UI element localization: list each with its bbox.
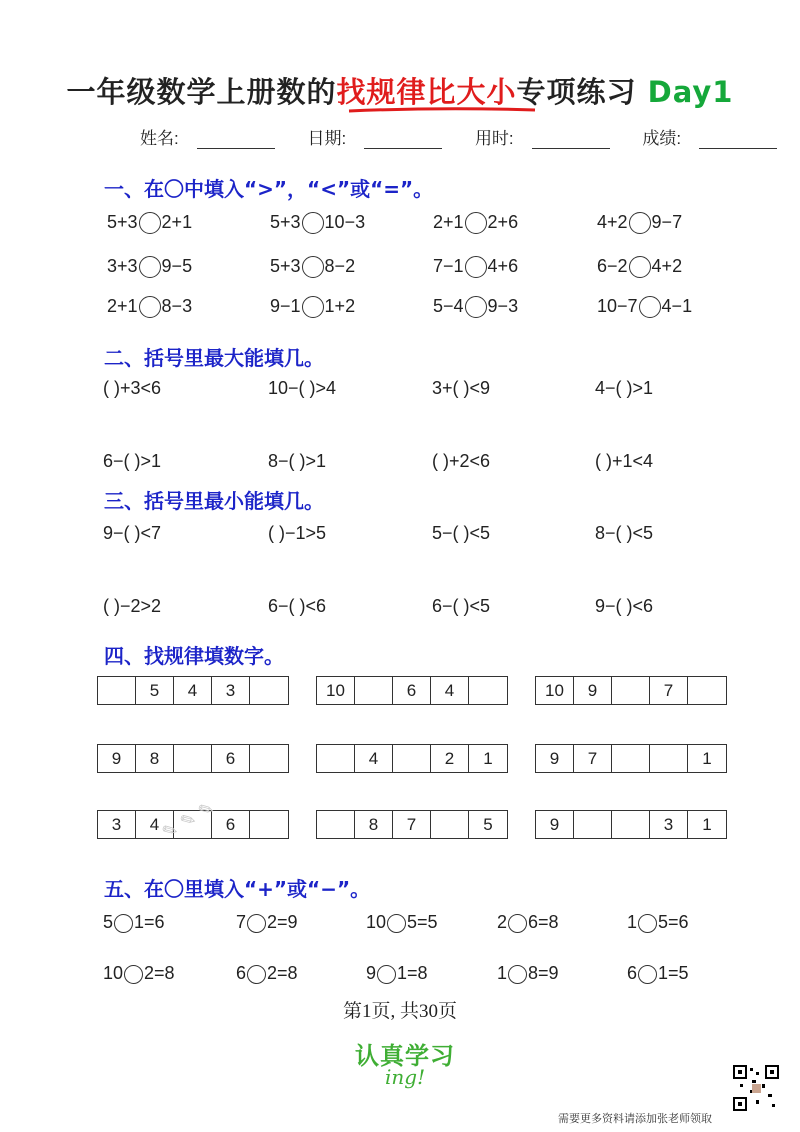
bottom-note: 需要更多资料请添加张老师领取	[558, 1113, 712, 1125]
sequence-row	[535, 744, 727, 773]
number-cell: 3	[650, 811, 688, 838]
sequence-row	[316, 744, 508, 773]
bracket-item: ( )+2<6	[432, 451, 491, 471]
blank-cell[interactable]	[250, 811, 288, 838]
sequence-row	[535, 676, 727, 705]
blank-cell[interactable]	[174, 745, 212, 772]
operator-item: 2 6=8	[497, 912, 559, 932]
bracket-item: 8−( )<5	[595, 523, 654, 543]
number-cell: 6	[212, 811, 250, 838]
blank-cell[interactable]	[688, 677, 726, 704]
title-day: Day1	[647, 75, 734, 109]
answer-circle[interactable]	[139, 256, 161, 278]
name-label: 姓名:	[140, 129, 289, 148]
title-underline	[347, 106, 537, 114]
sequence-row	[535, 810, 727, 839]
number-cell: 4	[431, 677, 469, 704]
bracket-item: 5−( )<5	[432, 523, 491, 543]
answer-circle[interactable]	[629, 212, 651, 234]
number-cell: 1	[702, 814, 712, 834]
compare-item: 5+3 2+1	[107, 212, 192, 234]
blank-cell[interactable]	[650, 745, 688, 772]
number-cell: 8	[355, 811, 393, 838]
page-title	[0, 70, 800, 111]
bracket-item: 6−( )>1	[103, 451, 162, 471]
operator-item: 6 2=8	[236, 963, 298, 983]
blank-cell[interactable]	[431, 811, 469, 838]
operator-item: 6 1=5	[627, 963, 689, 983]
number-cell: 5	[136, 677, 174, 704]
logo-line2: ing!	[385, 1065, 426, 1089]
sequence-row	[97, 676, 289, 705]
bracket-item: 4−( )>1	[595, 378, 654, 398]
blank-cell[interactable]	[250, 745, 288, 772]
bracket-item: ( )+1<4	[595, 451, 654, 471]
blank-cell[interactable]	[393, 745, 431, 772]
bracket-item: 8−( )>1	[268, 451, 327, 471]
compare-item: 2+1 2+6	[433, 212, 518, 234]
number-cell: 10	[317, 677, 355, 704]
sequence-row	[316, 676, 508, 705]
answer-circle[interactable]	[465, 256, 487, 278]
operator-item: 1 8=9	[497, 963, 559, 983]
score-label: 成绩:	[642, 129, 791, 148]
blank-cell[interactable]	[612, 811, 650, 838]
compare-item: 4+2 9−7	[597, 212, 682, 234]
title-part2: 专项练习	[516, 75, 648, 109]
operator-circle[interactable]	[638, 965, 657, 984]
answer-circle[interactable]	[302, 212, 324, 234]
compare-item: 2+1 8−3	[107, 296, 192, 318]
compare-item: 5+3 8−2	[270, 256, 355, 278]
bracket-item: 6−( )<6	[268, 596, 327, 616]
section-1-heading: 一、在〇中填入“>”，“<”或“=”。	[104, 177, 434, 201]
section-2-heading: 二、括号里最大能填几。	[104, 346, 324, 370]
logo	[355, 1036, 470, 1089]
answer-circle[interactable]	[629, 256, 651, 278]
number-cell: 1	[702, 748, 712, 768]
answer-circle[interactable]	[302, 296, 324, 318]
answer-circle[interactable]	[139, 212, 161, 234]
number-cell: 3	[212, 677, 250, 704]
blank-cell[interactable]	[574, 811, 612, 838]
bracket-item: 9−( )<6	[595, 596, 654, 616]
number-cell: 7	[574, 745, 612, 772]
blank-cell[interactable]	[612, 745, 650, 772]
operator-item: 7 2=9	[236, 912, 298, 932]
number-cell: 7	[650, 677, 688, 704]
answer-circle[interactable]	[302, 256, 324, 278]
compare-item: 5−4 9−3	[433, 296, 518, 318]
number-cell: 4	[174, 677, 212, 704]
title-highlight: 找规律比大小	[336, 75, 517, 109]
operator-circle[interactable]	[124, 965, 143, 984]
compare-item: 9−1 1+2	[270, 296, 355, 318]
operator-circle[interactable]	[377, 965, 396, 984]
date-label: 日期:	[307, 129, 456, 148]
number-cell: 9	[536, 745, 574, 772]
bracket-item: 9−( )<7	[103, 523, 162, 543]
number-cell: 6	[393, 677, 431, 704]
operator-item: 10 2=8	[103, 963, 175, 983]
answer-circle[interactable]	[465, 212, 487, 234]
operator-circle[interactable]	[508, 914, 527, 933]
blank-cell[interactable]	[317, 811, 355, 838]
info-line	[140, 124, 800, 149]
number-cell: 10	[536, 677, 574, 704]
bracket-item: ( )−2>2	[103, 596, 162, 616]
blank-cell[interactable]	[355, 677, 393, 704]
section-4-heading: 四、找规律填数字。	[104, 644, 284, 668]
number-cell: 1	[483, 748, 493, 768]
operator-item: 1 5=6	[627, 912, 689, 932]
number-cell: 5	[483, 814, 493, 834]
blank-cell[interactable]	[317, 745, 355, 772]
qr-code-icon	[732, 1064, 780, 1112]
answer-circle[interactable]	[465, 296, 487, 318]
page-footer: 第1页, 共30页	[342, 1001, 457, 1022]
sequence-row	[316, 810, 508, 839]
bracket-item: ( )+3<6	[103, 378, 162, 398]
blank-cell[interactable]	[98, 677, 136, 704]
watermark-mark: ✎ ✎ ✎	[158, 797, 219, 844]
sequence-row	[97, 744, 289, 773]
number-cell: 8	[136, 745, 174, 772]
bracket-item: 3+( )<9	[432, 378, 491, 398]
operator-circle[interactable]	[387, 914, 406, 933]
time-label: 用时:	[475, 129, 624, 148]
number-cell: 4	[136, 811, 174, 838]
operator-item: 10 5=5	[366, 912, 438, 932]
number-cell: 6	[212, 745, 250, 772]
section-5-heading: 五、在〇里填入“+”或“−”。	[104, 877, 371, 901]
blank-cell[interactable]	[250, 677, 288, 704]
number-cell: 9	[536, 811, 574, 838]
bracket-item: ( )−1>5	[268, 523, 327, 543]
compare-item: 6−2 4+2	[597, 256, 682, 278]
compare-item: 3+3 9−5	[107, 256, 192, 278]
answer-circle[interactable]	[639, 296, 661, 318]
compare-item: 10−7 4−1	[597, 296, 692, 318]
logo-line1: 认真学习	[355, 1042, 455, 1070]
operator-circle[interactable]	[247, 965, 266, 984]
operator-circle[interactable]	[508, 965, 527, 984]
answer-circle[interactable]	[139, 296, 161, 318]
bracket-item: 10−( )>4	[268, 378, 337, 398]
operator-item: 5 1=6	[103, 912, 165, 932]
operator-circle[interactable]	[638, 914, 657, 933]
number-cell: 4	[355, 745, 393, 772]
blank-cell[interactable]	[469, 677, 507, 704]
section-3-heading: 三、括号里最小能填几。	[104, 489, 324, 513]
number-cell: 9	[574, 677, 612, 704]
operator-circle[interactable]	[247, 914, 266, 933]
title-part1: 一年级数学上册数的	[66, 75, 337, 109]
compare-item: 7−1 4+6	[433, 256, 518, 278]
bracket-item: 6−( )<5	[432, 596, 491, 616]
number-cell: 2	[431, 745, 469, 772]
number-cell: 9	[98, 745, 136, 772]
operator-circle[interactable]	[114, 914, 133, 933]
number-cell: 7	[393, 811, 431, 838]
compare-item: 5+3 10−3	[270, 212, 365, 234]
operator-item: 9 1=8	[366, 963, 428, 983]
blank-cell[interactable]	[612, 677, 650, 704]
number-cell: 3	[98, 811, 136, 838]
